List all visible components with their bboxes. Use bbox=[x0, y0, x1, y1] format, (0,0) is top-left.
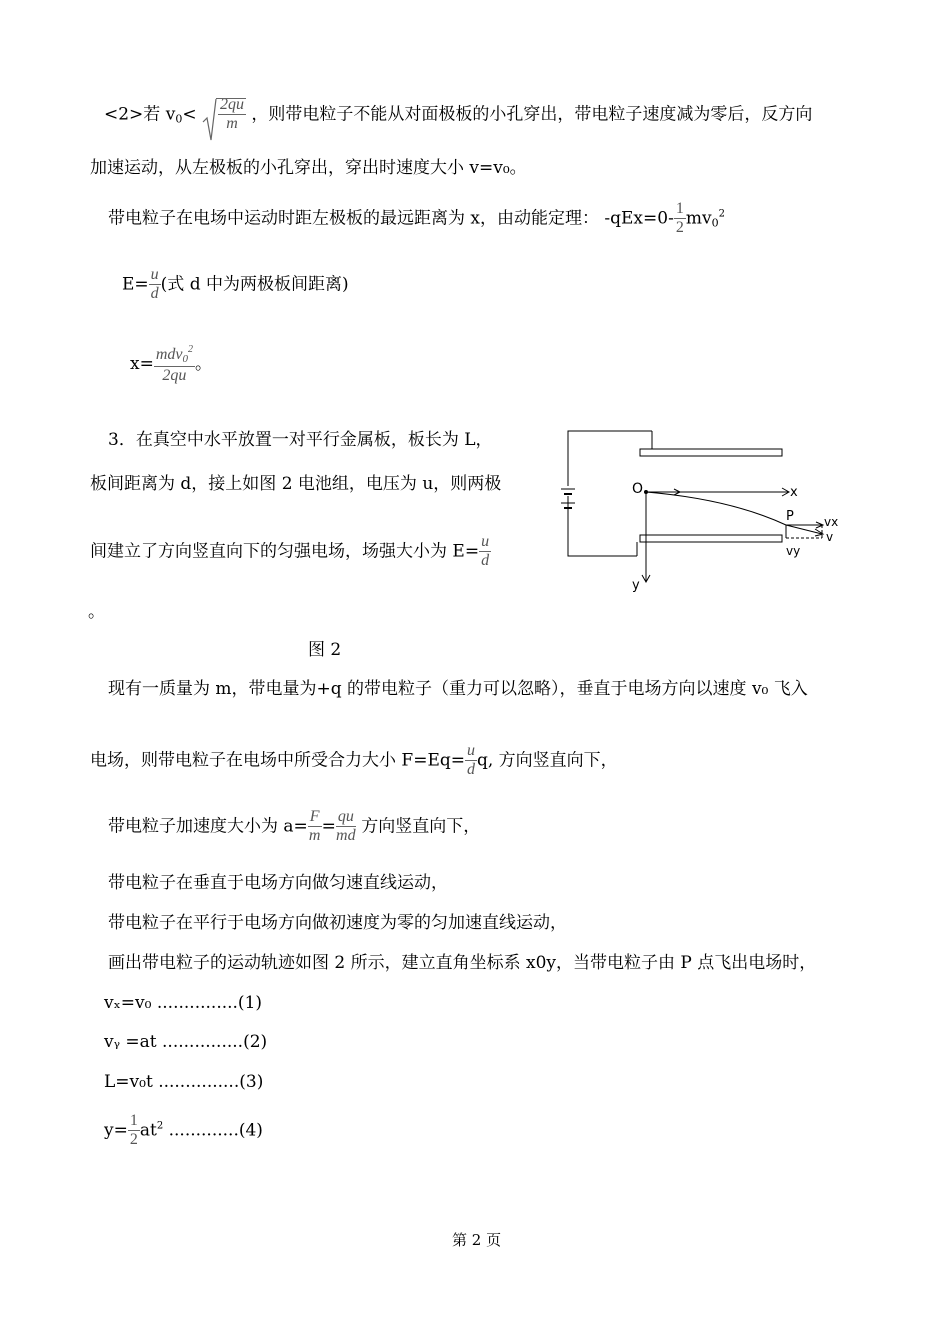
para-force: 电场，则带电粒子在电场中所受合力大小 F=Eq= $\frac{u}{d}$ q, 方向竖直向下， bbox=[90, 742, 618, 779]
para-max-distance: x= $\frac{mdv_0^2}{2qu}$ 。 bbox=[130, 344, 212, 384]
fraction-u-over-d: $\frac{u}{d}$ bbox=[466, 742, 475, 779]
label-vy: vy bbox=[786, 544, 801, 558]
trajectory bbox=[646, 492, 786, 525]
label-x-axis: x bbox=[790, 485, 798, 500]
equation-1: vₓ=v₀ ...............(1) bbox=[104, 993, 263, 1013]
para-problem3-line3: 间建立了方向竖直向下的匀强电场，场强大小为 E= $\frac{u}{d}$ bbox=[90, 533, 490, 570]
fraction-2qu-over-m: $\frac{2qu}{m}$ bbox=[219, 96, 244, 133]
equation-3: L=v₀t ...............(3) bbox=[104, 1072, 264, 1092]
label-point-p: P bbox=[786, 509, 794, 524]
para-field-strength: E= $\frac{u}{d}$ (式 d 中为两极板间距离) bbox=[122, 266, 349, 303]
para-kinetic-energy: 带电粒子在电场中运动时距左极板的最远距离为 x，由动能定理： -qEx=0- $\frac{1}{2}$ $mv_0^2$ bbox=[108, 200, 725, 237]
page-footer: 第 2 页 bbox=[452, 1231, 502, 1249]
para-coordinate-system: 画出带电粒子的运动轨迹如图 2 所示，建立直角坐标系 x0y，当带电粒子由 P 点飞出电场时， bbox=[108, 953, 817, 973]
label-y-axis: y bbox=[632, 578, 640, 593]
para-period: 。 bbox=[88, 602, 105, 622]
para-acceleration: 带电粒子加速度大小为 a= $\frac{F}{m}$ = $\frac{qu}{md}$ 方向竖直向下， bbox=[108, 808, 481, 845]
label-origin: O bbox=[632, 481, 644, 497]
figure-caption: 图 2 bbox=[308, 640, 342, 660]
para-particle-entry: 现有一质量为 m，带电量为+q 的带电粒子（重力可以忽略），垂直于电场方向以速度 v₀ 飞入 bbox=[108, 679, 808, 699]
fraction-one-half: $\frac{1}{2}$ bbox=[129, 1112, 138, 1149]
fraction-qu-over-md: $\frac{qu}{md}$ bbox=[336, 808, 356, 845]
para-problem3-line1: 3．在真空中水平放置一对平行金属板，板长为 L， bbox=[108, 430, 493, 450]
label-vx: vx bbox=[824, 515, 839, 529]
label-v: v bbox=[826, 530, 834, 544]
para-condition-line1: <2>若 $v_0<$ $\frac{2qu}{m}$ ，则带电粒子不能从对面极板的小孔穿出，带电粒子速度减为零后，反方向 bbox=[104, 96, 812, 134]
fraction-f-over-m: $\frac{F}{m}$ bbox=[308, 808, 321, 845]
para-accelerated-motion: 带电粒子在平行于电场方向做初速度为零的匀加速直线运动， bbox=[108, 913, 567, 933]
fraction-u-over-d: $\frac{u}{d}$ bbox=[150, 266, 159, 303]
radical-sign bbox=[202, 96, 218, 142]
lower-plate bbox=[640, 535, 782, 542]
fraction-u-over-d: $\frac{u}{d}$ bbox=[481, 533, 490, 570]
sqrt-expression bbox=[202, 96, 246, 134]
para-uniform-motion: 带电粒子在垂直于电场方向做匀速直线运动， bbox=[108, 873, 448, 893]
fraction-x-result: $\frac{mdv_0^2}{2qu}$ bbox=[155, 344, 193, 384]
upper-plate bbox=[640, 449, 782, 456]
fraction-one-half: $\frac{1}{2}$ bbox=[675, 200, 684, 237]
figure-2-diagram bbox=[560, 425, 850, 600]
equation-2: vᵧ =at ...............(2) bbox=[104, 1032, 268, 1052]
equation-4: y= $\frac{1}{2}$ $at^2$ .............(4) bbox=[104, 1112, 263, 1149]
para-problem3-line2: 板间距离为 d，接上如图 2 电池组，电压为 u，则两极 bbox=[90, 474, 502, 494]
para-condition-line2: 加速运动，从左极板的小孔穿出，穿出时速度大小 v=v₀。 bbox=[90, 158, 527, 178]
